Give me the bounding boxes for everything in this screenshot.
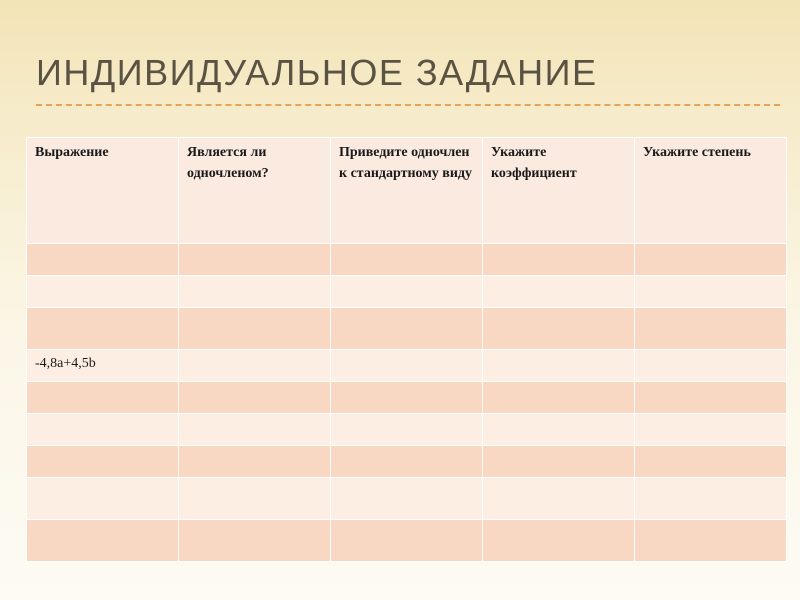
table-cell[interactable]: [331, 244, 483, 276]
header-expression: Выражение: [27, 138, 179, 244]
header-degree: Укажите степень: [635, 138, 787, 244]
table-row: [27, 350, 787, 382]
table-cell[interactable]: [483, 350, 635, 382]
table-cell[interactable]: [331, 446, 483, 478]
table-cell[interactable]: [483, 244, 635, 276]
table-cell[interactable]: [331, 520, 483, 562]
slide-title: ИНДИВИДУАЛЬНОЕ ЗАДАНИЕ: [36, 52, 598, 93]
table-cell[interactable]: [635, 446, 787, 478]
table-cell[interactable]: [635, 350, 787, 382]
title-divider: [36, 104, 780, 106]
table-cell[interactable]: [483, 414, 635, 446]
table-cell[interactable]: [635, 478, 787, 520]
table-cell[interactable]: [331, 382, 483, 414]
assignment-table: [26, 137, 787, 562]
table-cell[interactable]: [27, 478, 179, 520]
table-cell[interactable]: [179, 478, 331, 520]
table-cell[interactable]: [483, 382, 635, 414]
table-cell[interactable]: [635, 382, 787, 414]
table-row: [27, 244, 787, 276]
table-cell[interactable]: [27, 308, 179, 350]
table-cell[interactable]: [27, 244, 179, 276]
header-is-monomial: Является ли одночленом?: [179, 138, 331, 244]
table-cell[interactable]: [483, 308, 635, 350]
table-cell[interactable]: [635, 244, 787, 276]
table-cell[interactable]: [179, 382, 331, 414]
table-row: [27, 446, 787, 478]
table-row: [27, 276, 787, 308]
table-row: [27, 478, 787, 520]
table-row: [27, 382, 787, 414]
table-cell[interactable]: [179, 244, 331, 276]
table-cell[interactable]: [635, 308, 787, 350]
header-standard-form: Приведите одночлен к стандартному виду: [331, 138, 483, 244]
table-row: [27, 414, 787, 446]
table-cell[interactable]: [179, 308, 331, 350]
table-cell[interactable]: [331, 276, 483, 308]
table-cell[interactable]: [483, 446, 635, 478]
table-cell[interactable]: [483, 520, 635, 562]
table-cell[interactable]: [331, 308, 483, 350]
expression-cell[interactable]: -4,8a+4,5b: [27, 350, 179, 382]
table-cell[interactable]: [635, 276, 787, 308]
table-cell[interactable]: [179, 350, 331, 382]
table-cell[interactable]: [179, 520, 331, 562]
table-cell[interactable]: [179, 446, 331, 478]
table-cell[interactable]: [27, 520, 179, 562]
table-row: [27, 308, 787, 350]
table-cell[interactable]: [635, 520, 787, 562]
table-cell[interactable]: [27, 276, 179, 308]
table-cell[interactable]: [483, 478, 635, 520]
table-cell[interactable]: [179, 276, 331, 308]
table-cell[interactable]: [331, 414, 483, 446]
table-header-row: [27, 138, 787, 244]
table-cell[interactable]: [331, 478, 483, 520]
table-cell[interactable]: [27, 382, 179, 414]
table-cell[interactable]: [331, 350, 483, 382]
table-row: [27, 520, 787, 562]
table-cell[interactable]: [483, 276, 635, 308]
table-cell[interactable]: [27, 414, 179, 446]
table-cell[interactable]: [635, 414, 787, 446]
table-cell[interactable]: [27, 446, 179, 478]
table-cell[interactable]: [179, 414, 331, 446]
header-coefficient: Укажите коэффициент: [483, 138, 635, 244]
